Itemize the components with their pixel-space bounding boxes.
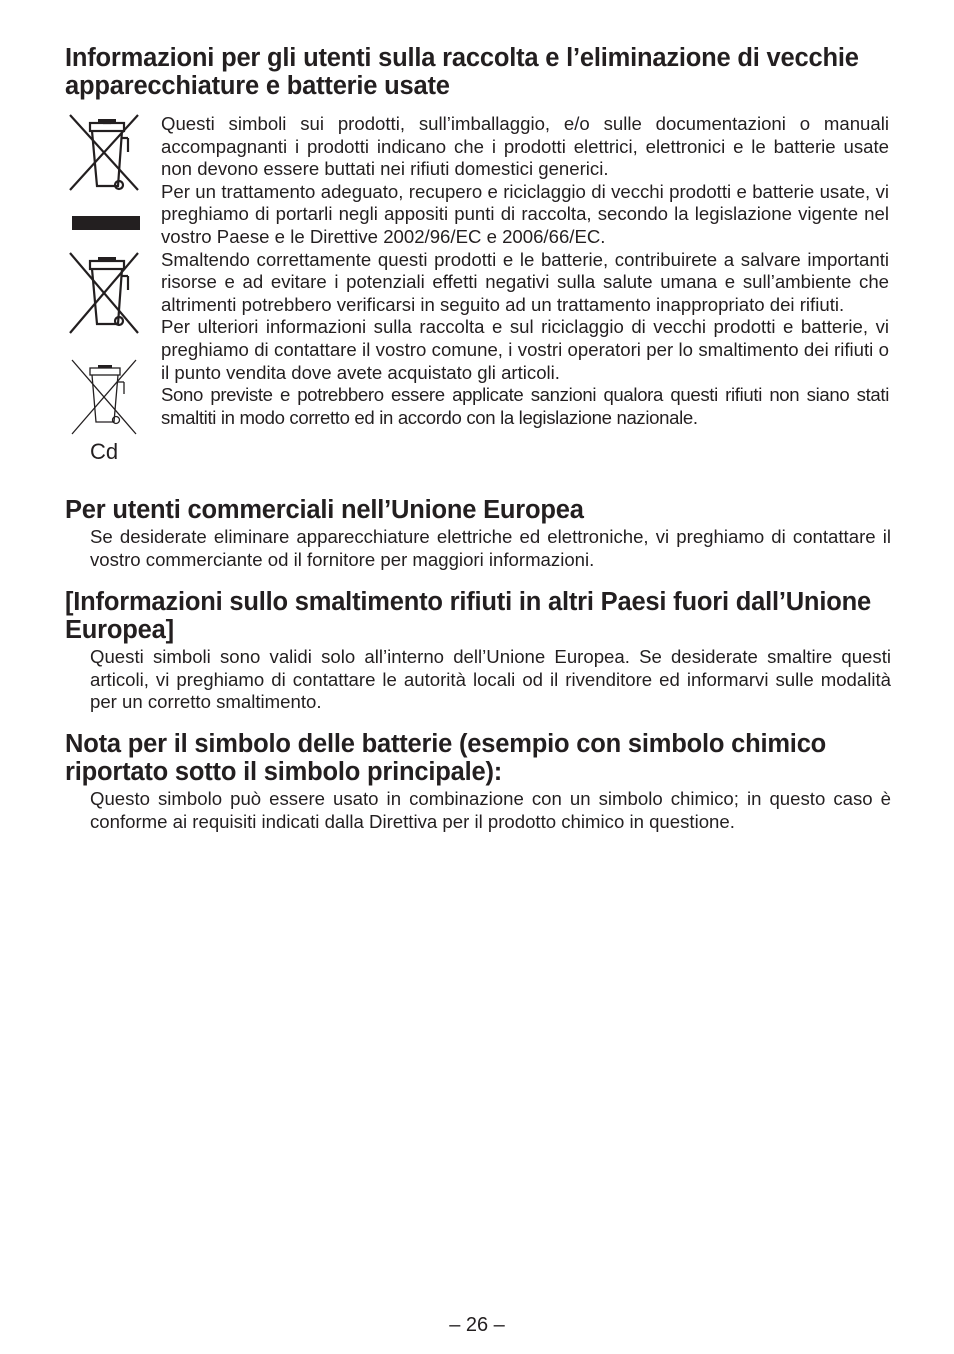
crossed-bin-cd-icon xyxy=(68,356,144,438)
cd-chemical-symbol: Cd xyxy=(90,439,119,464)
paragraph: Per ulteriori informazioni sulla raccolta e sul riciclaggio di vecchi prodotti e batterie, vi preghiamo di contattare il vostro comune, i vostri operatori per lo smaltimento dei rifiuti o il punto vendita dove avete acquistato gli articoli. xyxy=(161,316,889,383)
section-title: Nota per il simbolo delle batterie (esempio con simbolo chimico riportato sotto il simbolo principale): xyxy=(65,730,827,786)
section-body: Se desiderate eliminare apparecchiature elettriche ed elettroniche, vi preghiamo di contattare il vostro commerciante od il fornitore per maggiori informazioni. xyxy=(90,526,891,570)
section-outside-eu xyxy=(65,588,891,714)
crossed-bin-battery-icon xyxy=(66,248,142,338)
section-battery-note xyxy=(65,730,891,833)
page-heading: Informazioni per gli utenti sulla raccolta e l’eliminazione di vecchie apparecchiature e batterie usate xyxy=(65,44,859,100)
section-title: Per utenti commerciali nell’Unione Europea xyxy=(65,496,584,524)
section-title: [Informazioni sullo smaltimento rifiuti in altri Paesi fuori dall’Unione Europea] xyxy=(65,588,871,644)
crossed-bin-weee-icon xyxy=(66,110,142,235)
paragraph: Per un trattamento adeguato, recupero e riciclaggio di vecchi prodotti e batterie usate, vi preghiamo di portarli negli appositi punti di raccolta, secondo la legislazione vigente nel vostro Paese e le Direttive 2002/96/EC e 2006/66/EC. xyxy=(161,180,889,247)
paragraph: Questi simboli sui prodotti, sull’imballaggio, e/o sulle documentazioni o manuali accompagnanti i prodotti indicano che i prodotti elettrici, elettronici e le batterie usate non devono essere buttati nei rifiuti domestici generici. xyxy=(161,113,889,180)
page-number: – 26 – xyxy=(449,1314,505,1336)
section-commercial-users xyxy=(65,496,891,571)
symbols-explanation xyxy=(161,113,889,429)
paragraph: Sono previste e potrebbero essere applicate sanzioni qualora questi rifiuti non siano stati smaltiti in modo corretto ed in accordo con la legislazione nazionale. xyxy=(161,384,889,428)
disposal-symbols xyxy=(64,110,148,470)
section-body: Questi simboli sono validi solo all’interno dell’Unione Europea. Se desiderate smaltire questi articoli, vi preghiamo di contattare le autorità locali od il rivenditore ed informarvi sulle modalità per un corretto smaltimento. xyxy=(90,646,891,713)
paragraph: Smaltendo correttamente questi prodotti e le batterie, contribuirete a salvare importanti risorse e ad evitare i potenziali effetti negativi sulla salute umana e sull’ambiente che altrimenti potrebbero verificarsi in seguito ad un trattamento inappropriato dei rifiuti. xyxy=(161,248,889,315)
section-body: Questo simbolo può essere usato in combinazione con un simbolo chimico; in questo caso è conforme ai requisiti indicati dalla Direttiva per il prodotto chimico in questione. xyxy=(90,788,891,832)
